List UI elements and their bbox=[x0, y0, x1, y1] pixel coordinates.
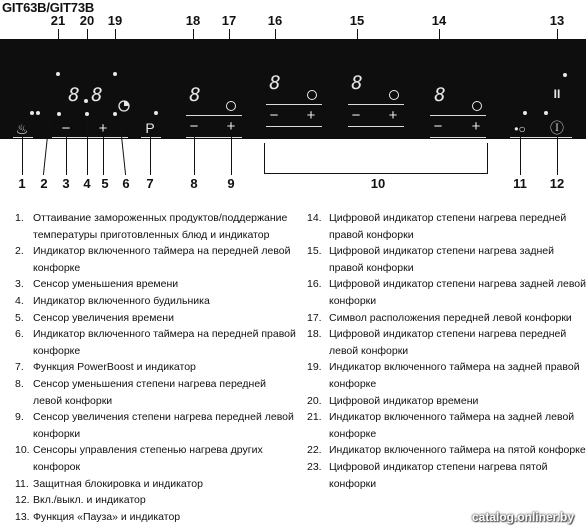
leader-12 bbox=[557, 137, 558, 175]
model-title: GIT63B/GIT73B bbox=[2, 0, 95, 15]
callout-16: 16 bbox=[267, 13, 283, 28]
leader-1 bbox=[22, 137, 23, 175]
leader-4 bbox=[87, 116, 88, 175]
callout-10: 10 bbox=[370, 176, 386, 191]
legend-item: 2. Индикатор включенного таймера на передней левой конфорке bbox=[15, 245, 291, 274]
legend-item: 9. Сенсор увеличения степени нагрева передней левой конфорки bbox=[15, 411, 294, 440]
legend-item: 11. Защитная блокировка и индикатор bbox=[15, 477, 203, 490]
legend-item: 23. Цифровой индикатор степени нагрева пятой конфорки bbox=[307, 460, 548, 490]
callout-13: 13 bbox=[549, 13, 565, 28]
front-left-zone-symbol bbox=[226, 101, 236, 111]
front-left-increase-button[interactable]: + bbox=[226, 118, 236, 135]
legend-item: 21. Индикатор включенного таймера на задней левой конфорке bbox=[307, 411, 575, 440]
rear-left-timer-indicator bbox=[56, 72, 60, 76]
time-increase-button[interactable]: + bbox=[98, 120, 108, 137]
time-decrease-button[interactable]: − bbox=[61, 120, 71, 137]
front-right-timer-indicator bbox=[113, 112, 117, 116]
legend-item: 3. Сенсор уменьшения времени bbox=[15, 278, 179, 291]
legend-item: 6. Индикатор включенного таймера на передней правой конфорке bbox=[15, 328, 296, 357]
pause-indicator bbox=[563, 73, 567, 77]
callout-20: 20 bbox=[79, 13, 95, 28]
front-right-increase-button[interactable]: + bbox=[471, 118, 481, 135]
rear-left-heat-digit: 8 bbox=[269, 72, 281, 94]
legend-item: 18. Цифровой индикатор степени нагрева передней левой конфорки bbox=[307, 328, 567, 357]
powerboost-button[interactable]: P bbox=[145, 120, 155, 136]
callout-6: 6 bbox=[122, 176, 130, 191]
front-left-underline-top bbox=[186, 115, 242, 116]
leader-7 bbox=[150, 137, 151, 175]
front-left-heat-digit: 8 bbox=[189, 84, 201, 106]
legend-item: 15. Цифровой индикатор степени нагрева задней правой конфорки bbox=[307, 245, 554, 274]
leader-5 bbox=[103, 137, 104, 175]
alarm-clock-icon bbox=[117, 99, 131, 113]
rear-right-timer-indicator bbox=[113, 72, 117, 76]
front-right-heat-digit: 8 bbox=[434, 84, 446, 106]
legend-left bbox=[15, 210, 298, 525]
legend-item: 19. Индикатор включенного таймера на задней правой конфорке bbox=[307, 361, 580, 390]
callout-3: 3 bbox=[62, 176, 70, 191]
rear-right-zone-symbol bbox=[389, 90, 399, 100]
rear-right-underline-bottom bbox=[348, 126, 404, 127]
bracket-10 bbox=[264, 143, 488, 174]
callout-5: 5 bbox=[101, 176, 109, 191]
front-right-decrease-button[interactable]: − bbox=[433, 118, 443, 135]
lock-indicator bbox=[523, 111, 527, 115]
callout-1: 1 bbox=[18, 176, 26, 191]
legend-item: 1. Оттаивание замороженных продуктов/поддержание температуры приготовленных блюд и индикатор bbox=[15, 212, 288, 241]
callout-9: 9 bbox=[227, 176, 235, 191]
rear-right-heat-digit: 8 bbox=[351, 72, 363, 94]
leader-9 bbox=[231, 137, 232, 175]
legend-item: 16. Цифровой индикатор степени нагрева задней левой конфорки bbox=[307, 278, 586, 307]
rear-right-increase-button[interactable]: + bbox=[388, 107, 398, 124]
legend-item: 8. Сенсор уменьшения степени нагрева передней левой конфорки bbox=[15, 377, 267, 407]
legend-item: 4. Индикатор включенного будильника bbox=[15, 294, 210, 307]
powerboost-underline bbox=[141, 137, 161, 138]
power-button[interactable]: Ⓘ bbox=[550, 120, 564, 136]
defrost-keep-warm-icon[interactable]: ♨ bbox=[15, 121, 29, 137]
callout-18: 18 bbox=[185, 13, 201, 28]
callout-19: 19 bbox=[107, 13, 123, 28]
rear-right-underline-top bbox=[348, 104, 404, 105]
legend-item: 22. Индикатор включенного таймера на пятой конфорке bbox=[307, 444, 586, 457]
callout-2: 2 bbox=[40, 176, 48, 191]
legend-item: 20. Цифровой индикатор времени bbox=[307, 394, 479, 407]
front-left-decrease-button[interactable]: − bbox=[189, 118, 199, 135]
callout-17: 17 bbox=[221, 13, 237, 28]
rear-left-zone-symbol bbox=[307, 90, 317, 100]
front-right-zone-symbol bbox=[472, 101, 482, 111]
legend-item: 17. Символ расположения передней левой конфорки bbox=[307, 311, 572, 324]
legend-item: 12. Вкл./выкл. и индикатор bbox=[15, 494, 146, 507]
legend-right bbox=[307, 210, 586, 492]
power-indicator bbox=[544, 111, 548, 115]
front-right-underline-top bbox=[430, 115, 486, 116]
legend-item: 5. Сенсор увеличения времени bbox=[15, 311, 174, 324]
callout-11: 11 bbox=[513, 176, 527, 191]
legend-item: 10. Сенсоры управления степенью нагрева других конфорок bbox=[15, 444, 263, 473]
defrost-indicator-b bbox=[36, 111, 40, 115]
leader-3 bbox=[66, 137, 67, 175]
callout-12: 12 bbox=[549, 176, 565, 191]
timer-underline bbox=[52, 137, 128, 138]
defrost-underline bbox=[13, 137, 33, 138]
leader-8 bbox=[194, 137, 195, 175]
callout-4: 4 bbox=[83, 176, 91, 191]
callout-21: 21 bbox=[50, 13, 66, 28]
callout-7: 7 bbox=[146, 176, 154, 191]
rear-right-decrease-button[interactable]: − bbox=[351, 107, 361, 124]
time-colon-dot bbox=[84, 99, 88, 103]
time-digit-2: 8 bbox=[91, 84, 103, 106]
watermark: catalog.onliner.by bbox=[471, 510, 574, 524]
legend-item: 7. Функция PowerBoost и индикатор bbox=[15, 361, 196, 374]
powerboost-indicator bbox=[154, 111, 158, 115]
legend-item: 14. Цифровой индикатор степени нагрева передней правой конфорки bbox=[307, 212, 567, 241]
rear-left-underline-top bbox=[266, 104, 322, 105]
legend-item: 13. Функция «Пауза» и индикатор bbox=[15, 510, 181, 523]
child-lock-button[interactable]: •○ bbox=[514, 122, 526, 136]
pause-button[interactable]: II bbox=[553, 87, 561, 101]
rear-left-underline-bottom bbox=[266, 126, 322, 127]
time-digit-1: 8 bbox=[68, 84, 80, 106]
callout-8: 8 bbox=[190, 176, 198, 191]
leader-11 bbox=[520, 137, 521, 175]
front-left-timer-indicator bbox=[57, 112, 61, 116]
callout-14: 14 bbox=[431, 13, 447, 28]
front-right-underline-bottom bbox=[430, 137, 486, 138]
defrost-indicator-a bbox=[30, 111, 34, 115]
rear-left-increase-button[interactable]: + bbox=[306, 107, 316, 124]
callout-15: 15 bbox=[349, 13, 365, 28]
rear-left-decrease-button[interactable]: − bbox=[269, 107, 279, 124]
